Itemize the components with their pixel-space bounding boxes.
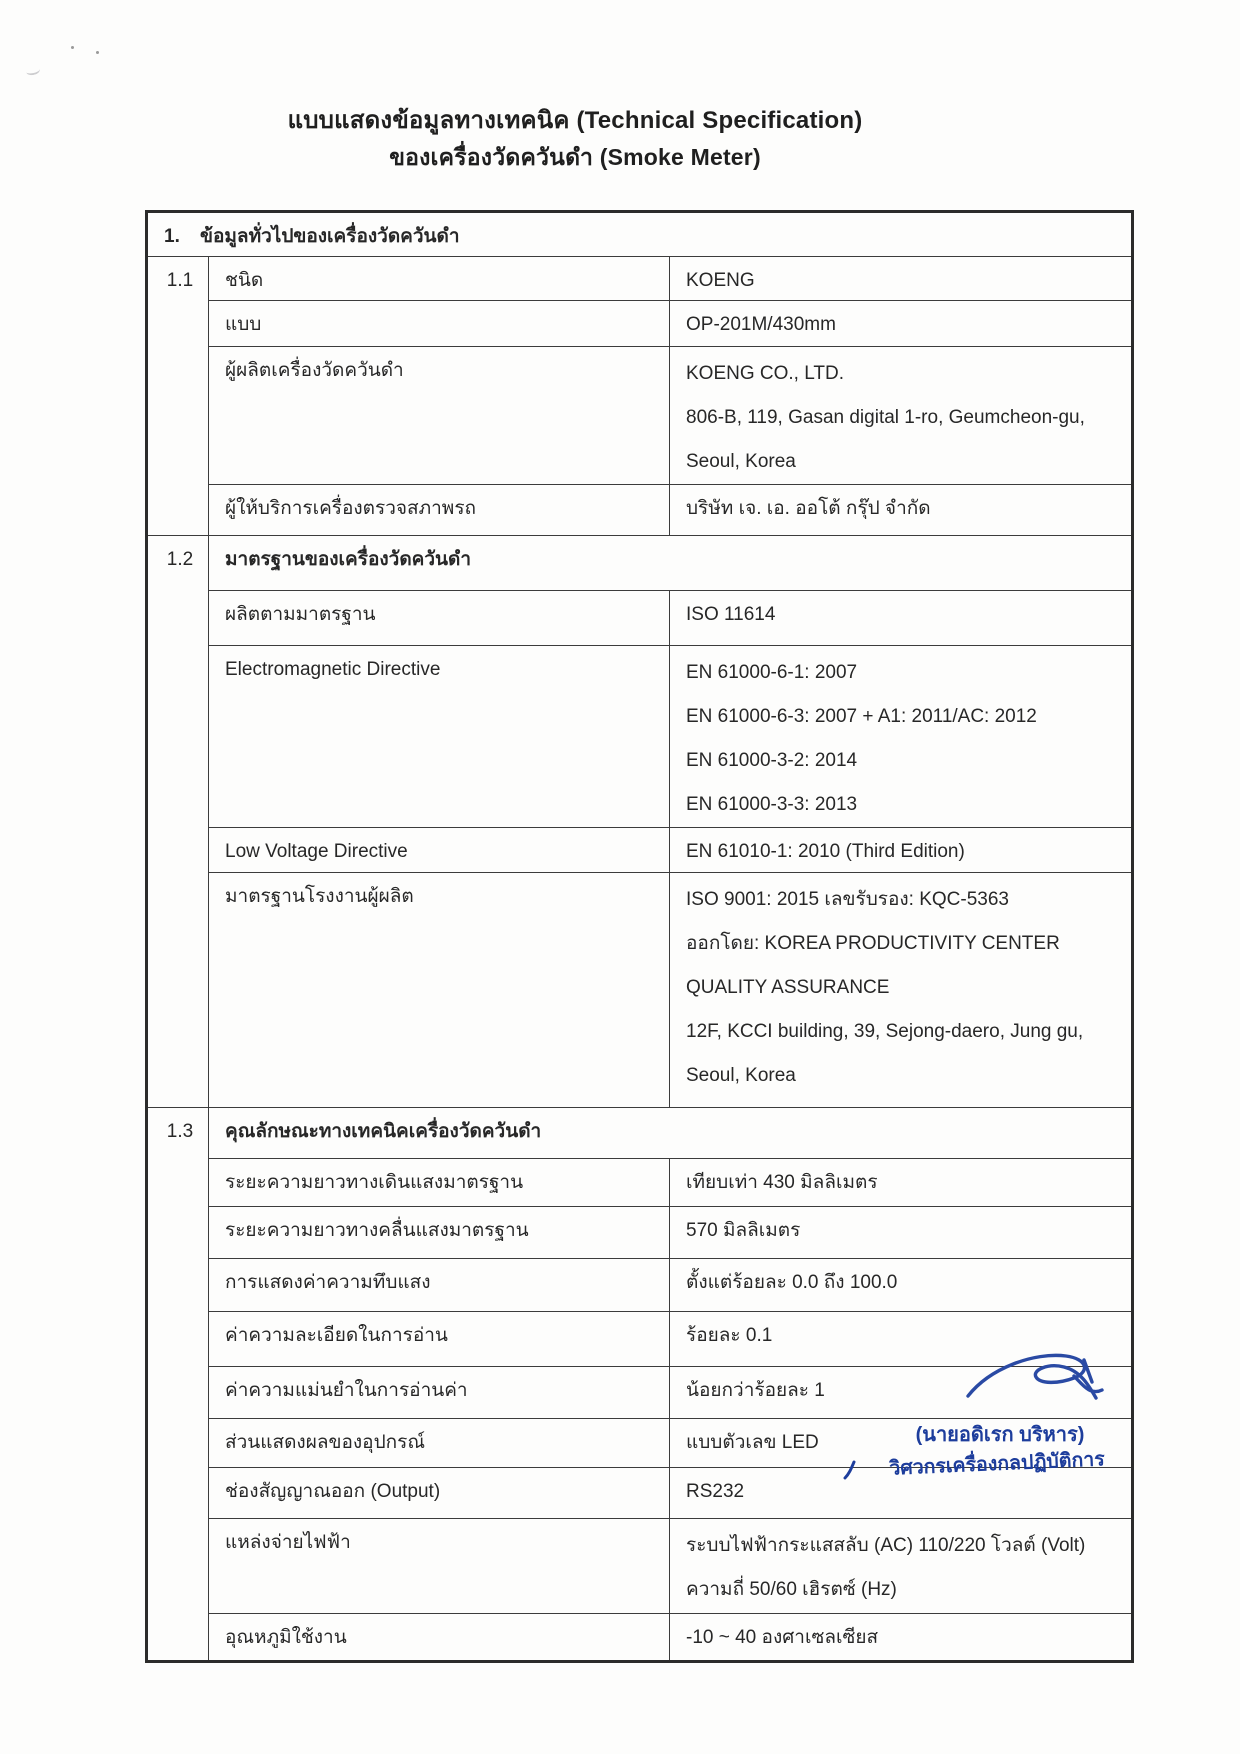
row-value — [670, 646, 1133, 828]
value-line: KOENG CO., LTD. — [686, 363, 845, 384]
row-value: OP-201M/430mm — [670, 301, 1133, 347]
row-value: น้อยกว่าร้อยละ 1 — [670, 1367, 1133, 1419]
signature-ink — [962, 1346, 1112, 1410]
value-line: ระบบไฟฟ้ากระแสสลับ (AC) 110/220 โวลต์ (Volt) — [686, 1535, 1086, 1556]
row-value: เทียบเท่า 430 มิลลิเมตร — [670, 1159, 1133, 1207]
row-label: มาตรฐานโรงงานผู้ผลิต — [209, 873, 670, 1108]
stamp-signer-name: (นายอดิเรก บริหาร) — [915, 1424, 1085, 1446]
group-1-3-number: 1.3 — [147, 1108, 209, 1662]
row-value: ISO 11614 — [670, 591, 1133, 646]
row-label: ผลิตตามมาตรฐาน — [209, 591, 670, 646]
row-label: ช่องสัญญาณออก (Output) — [209, 1468, 670, 1519]
value-line: EN 61000-3-3: 2013 — [686, 794, 858, 815]
row-value: RS232 — [670, 1468, 1133, 1519]
scan-speck — [71, 46, 74, 49]
row-label: ค่าความแม่นยำในการอ่านค่า — [209, 1367, 670, 1419]
value-line: Seoul, Korea — [686, 451, 796, 472]
row-label: ชนิด — [209, 257, 670, 301]
group-1-1-number: 1.1 — [147, 257, 209, 536]
scan-speck — [96, 51, 99, 54]
page-title: แบบแสดงข้อมูลทางเทคนิค (Technical Specification) — [287, 107, 863, 134]
value-line: ออกโดย: KOREA PRODUCTIVITY CENTER — [686, 933, 1060, 954]
row-label: แหล่งจ่ายไฟฟ้า — [209, 1519, 670, 1614]
row-label: ส่วนแสดงผลของอุปกรณ์ — [209, 1419, 670, 1468]
row-value — [670, 347, 1133, 485]
value-line: Seoul, Korea — [686, 1065, 796, 1086]
value-line: 12F, KCCI building, 39, Sejong-daero, Jung gu, — [686, 1021, 1084, 1042]
row-value: EN 61010-1: 2010 (Third Edition) — [670, 828, 1133, 873]
value-line: ISO 9001: 2015 เลขรับรอง: KQC-5363 — [686, 889, 1009, 910]
row-value — [670, 1519, 1133, 1614]
row-value: ร้อยละ 0.1 — [670, 1312, 1133, 1367]
value-line: EN 61000-6-3: 2007 + A1: 2011/AC: 2012 — [686, 706, 1037, 727]
row-value: บริษัท เจ. เอ. ออโต้ กรุ๊ป จำกัด — [670, 485, 1133, 536]
row-value: 570 มิลลิเมตร — [670, 1207, 1133, 1259]
value-line: 806-B, 119, Gasan digital 1-ro, Geumcheon-gu, — [686, 407, 1085, 428]
row-label: การแสดงค่าความทึบแสง — [209, 1259, 670, 1312]
row-label: ผู้ให้บริการเครื่องตรวจสภาพรถ — [209, 485, 670, 536]
row-label: ผู้ผลิตเครื่องวัดควันดำ — [209, 347, 670, 485]
row-label: แบบ — [209, 301, 670, 347]
row-value: แบบตัวเลข LED — [670, 1419, 1133, 1468]
row-label: อุณหภูมิใช้งาน — [209, 1614, 670, 1662]
row-label: Electromagnetic Directive — [209, 646, 670, 828]
group-1-2-number: 1.2 — [147, 536, 209, 1108]
row-value: -10 ~ 40 องศาเซลเซียส — [670, 1614, 1133, 1662]
page-subtitle: ของเครื่องวัดควันดำ (Smoke Meter) — [389, 144, 761, 170]
section-1-header — [147, 212, 1133, 257]
value-line: ความถี่ 50/60 เฮิรตซ์ (Hz) — [686, 1579, 897, 1600]
row-label: Low Voltage Directive — [209, 828, 670, 873]
row-value: KOENG — [670, 257, 1133, 301]
row-value: ตั้งแต่ร้อยละ 0.0 ถึง 100.0 — [670, 1259, 1133, 1312]
scan-squiggle — [25, 65, 41, 77]
section-1-heading: ข้อมูลทั่วไปของเครื่องวัดควันดำ — [200, 226, 460, 247]
value-line: EN 61000-3-2: 2014 — [686, 750, 858, 771]
row-value — [670, 873, 1133, 1108]
stamp-signer-title: วิศวกรเครื่องกลปฏิบัติการ — [888, 1448, 1106, 1480]
value-line: QUALITY ASSURANCE — [686, 977, 890, 998]
value-line: EN 61000-6-1: 2007 — [686, 662, 858, 683]
section-3-heading: คุณลักษณะทางเทคนิคเครื่องวัดควันดำ — [209, 1108, 1133, 1159]
row-label: ระยะความยาวทางคลื่นแสงมาตรฐาน — [209, 1207, 670, 1259]
row-label: ค่าความละเอียดในการอ่าน — [209, 1312, 670, 1367]
section-2-heading: มาตรฐานของเครื่องวัดควันดำ — [209, 536, 1133, 591]
section-1-number: 1. — [164, 226, 180, 247]
row-label: ระยะความยาวทางเดินแสงมาตรฐาน — [209, 1159, 670, 1207]
stamp-tick-mark — [843, 1460, 857, 1480]
